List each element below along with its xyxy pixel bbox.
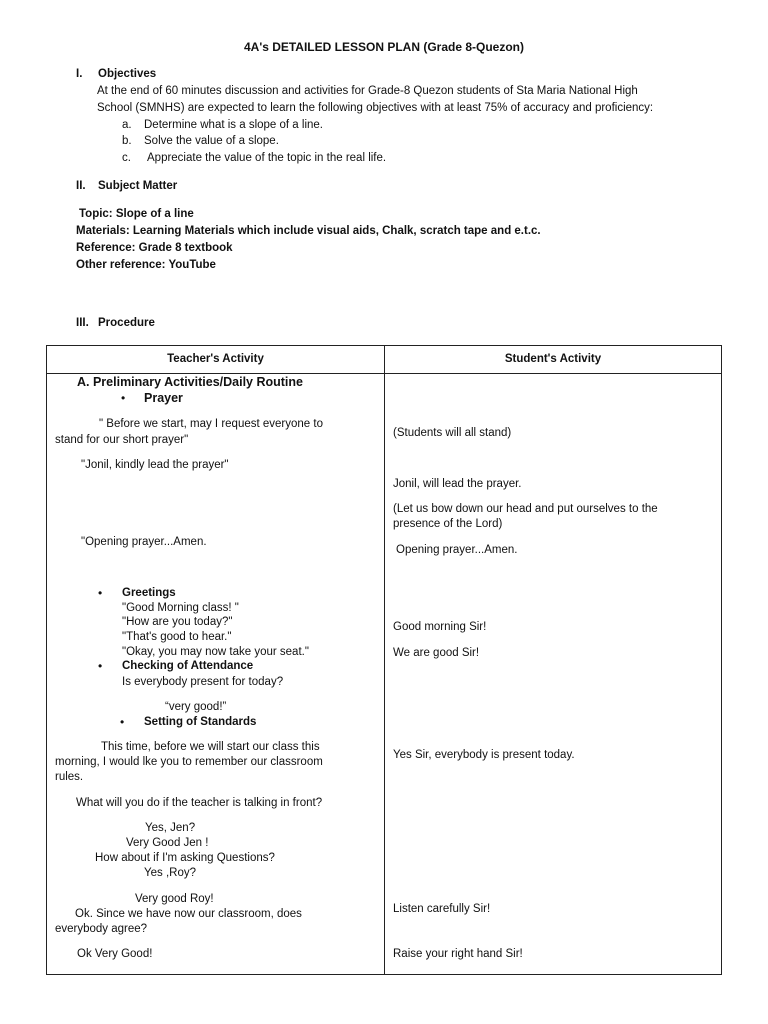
prayer-label: Prayer: [144, 391, 183, 405]
bow-line2: presence of the Lord): [393, 518, 503, 530]
agree-line1: Ok. Since we have now our classroom, does: [75, 908, 302, 920]
prayer-request-line2: stand for our short prayer": [55, 434, 189, 446]
procedure-table: [46, 345, 722, 975]
standards-label: Setting of Standards: [144, 716, 257, 728]
question-talking: What will you do if the teacher is talking in front?: [76, 797, 323, 809]
procedure-numeral: III.: [76, 317, 89, 329]
very-good-roy: Very good Roy!: [135, 893, 214, 905]
ok-very-good: Ok Very Good!: [77, 948, 153, 960]
standards-line1: This time, before we will start our class this: [101, 741, 320, 753]
greeting-line2: "How are you today?": [122, 616, 233, 628]
objectives-intro-line2: School (SMNHS) are expected to learn the following objectives with at least 75% of accuracy and proficiency:: [97, 102, 654, 114]
column-divider: [384, 346, 385, 974]
attendance-label: Checking of Attendance: [122, 660, 254, 672]
greetings-label: Greetings: [122, 587, 176, 599]
standards-line2: morning, I would lke you to remember our classroom: [55, 756, 323, 768]
student-activity-header: Student's Activity: [504, 353, 602, 365]
topic-line: Topic: Slope of a line: [79, 208, 194, 220]
students-stand: (Students will all stand): [393, 427, 512, 439]
subject-matter-heading: Subject Matter: [98, 180, 178, 192]
yes-jen: Yes, Jen?: [145, 822, 196, 834]
objective-c-marker: c.: [122, 152, 131, 164]
very-good-text: “very good!”: [165, 701, 227, 713]
objectives-numeral: I.: [76, 68, 83, 80]
bullet-icon: •: [98, 586, 103, 600]
listen-carefully: Listen carefully Sir!: [393, 903, 491, 915]
jonil-request: "Jonil, kindly lead the prayer": [81, 459, 229, 471]
document-title: 4A's DETAILED LESSON PLAN (Grade 8-Quezon): [244, 40, 524, 54]
yes-roy: Yes ,Roy?: [144, 867, 196, 879]
everybody-present: Yes Sir, everybody is present today.: [393, 749, 575, 761]
question-asking: How about if I'm asking Questions?: [95, 852, 275, 864]
objective-a-text: Determine what is a slope of a line.: [144, 119, 323, 131]
teacher-opening-prayer: "Opening prayer...Amen.: [81, 536, 207, 548]
subject-matter-numeral: II.: [76, 180, 86, 192]
student-opening-prayer: Opening prayer...Amen.: [396, 544, 518, 556]
objective-b-text: Solve the value of a slope.: [144, 135, 279, 147]
standards-line3: rules.: [55, 771, 84, 783]
other-reference-line: Other reference: YouTube: [76, 259, 216, 271]
objective-b-marker: b.: [122, 135, 132, 147]
attendance-question: Is everybody present for today?: [122, 676, 284, 688]
good-morning-sir: Good morning Sir!: [393, 621, 487, 633]
procedure-heading: Procedure: [98, 317, 155, 329]
bullet-icon: •: [120, 715, 125, 729]
header-divider: [47, 373, 721, 374]
greeting-line4: "Okay, you may now take your seat.": [122, 646, 309, 658]
objectives-intro-line1: At the end of 60 minutes discussion and activities for Grade-8 Quezon students of Sta Maria National High: [97, 85, 638, 97]
section-a-heading: A. Preliminary Activities/Daily Routine: [77, 375, 303, 389]
greeting-line3: "That's good to hear.": [122, 631, 232, 643]
raise-right-hand: Raise your right hand Sir!: [393, 948, 523, 960]
prayer-request-line1: " Before we start, may I request everyone to: [99, 418, 323, 430]
agree-line2: everybody agree?: [55, 923, 148, 935]
bow-line1: (Let us bow down our head and put ourselves to the: [393, 503, 658, 515]
objective-c-text: Appreciate the value of the topic in the real life.: [147, 152, 387, 164]
jonil-lead-prayer: Jonil, will lead the prayer.: [393, 478, 522, 490]
teacher-activity-header: Teacher's Activity: [167, 353, 264, 365]
objective-a-marker: a.: [122, 119, 132, 131]
very-good-jen: Very Good Jen !: [126, 837, 209, 849]
bullet-icon: •: [121, 391, 126, 405]
we-are-good-sir: We are good Sir!: [393, 647, 480, 659]
materials-line: Materials: Learning Materials which include visual aids, Chalk, scratch tape and e.t.c.: [76, 225, 541, 237]
bullet-icon: •: [98, 659, 103, 673]
objectives-heading: Objectives: [98, 68, 157, 80]
reference-line: Reference: Grade 8 textbook: [76, 242, 233, 254]
greeting-line1: "Good Morning class! ": [122, 602, 239, 614]
